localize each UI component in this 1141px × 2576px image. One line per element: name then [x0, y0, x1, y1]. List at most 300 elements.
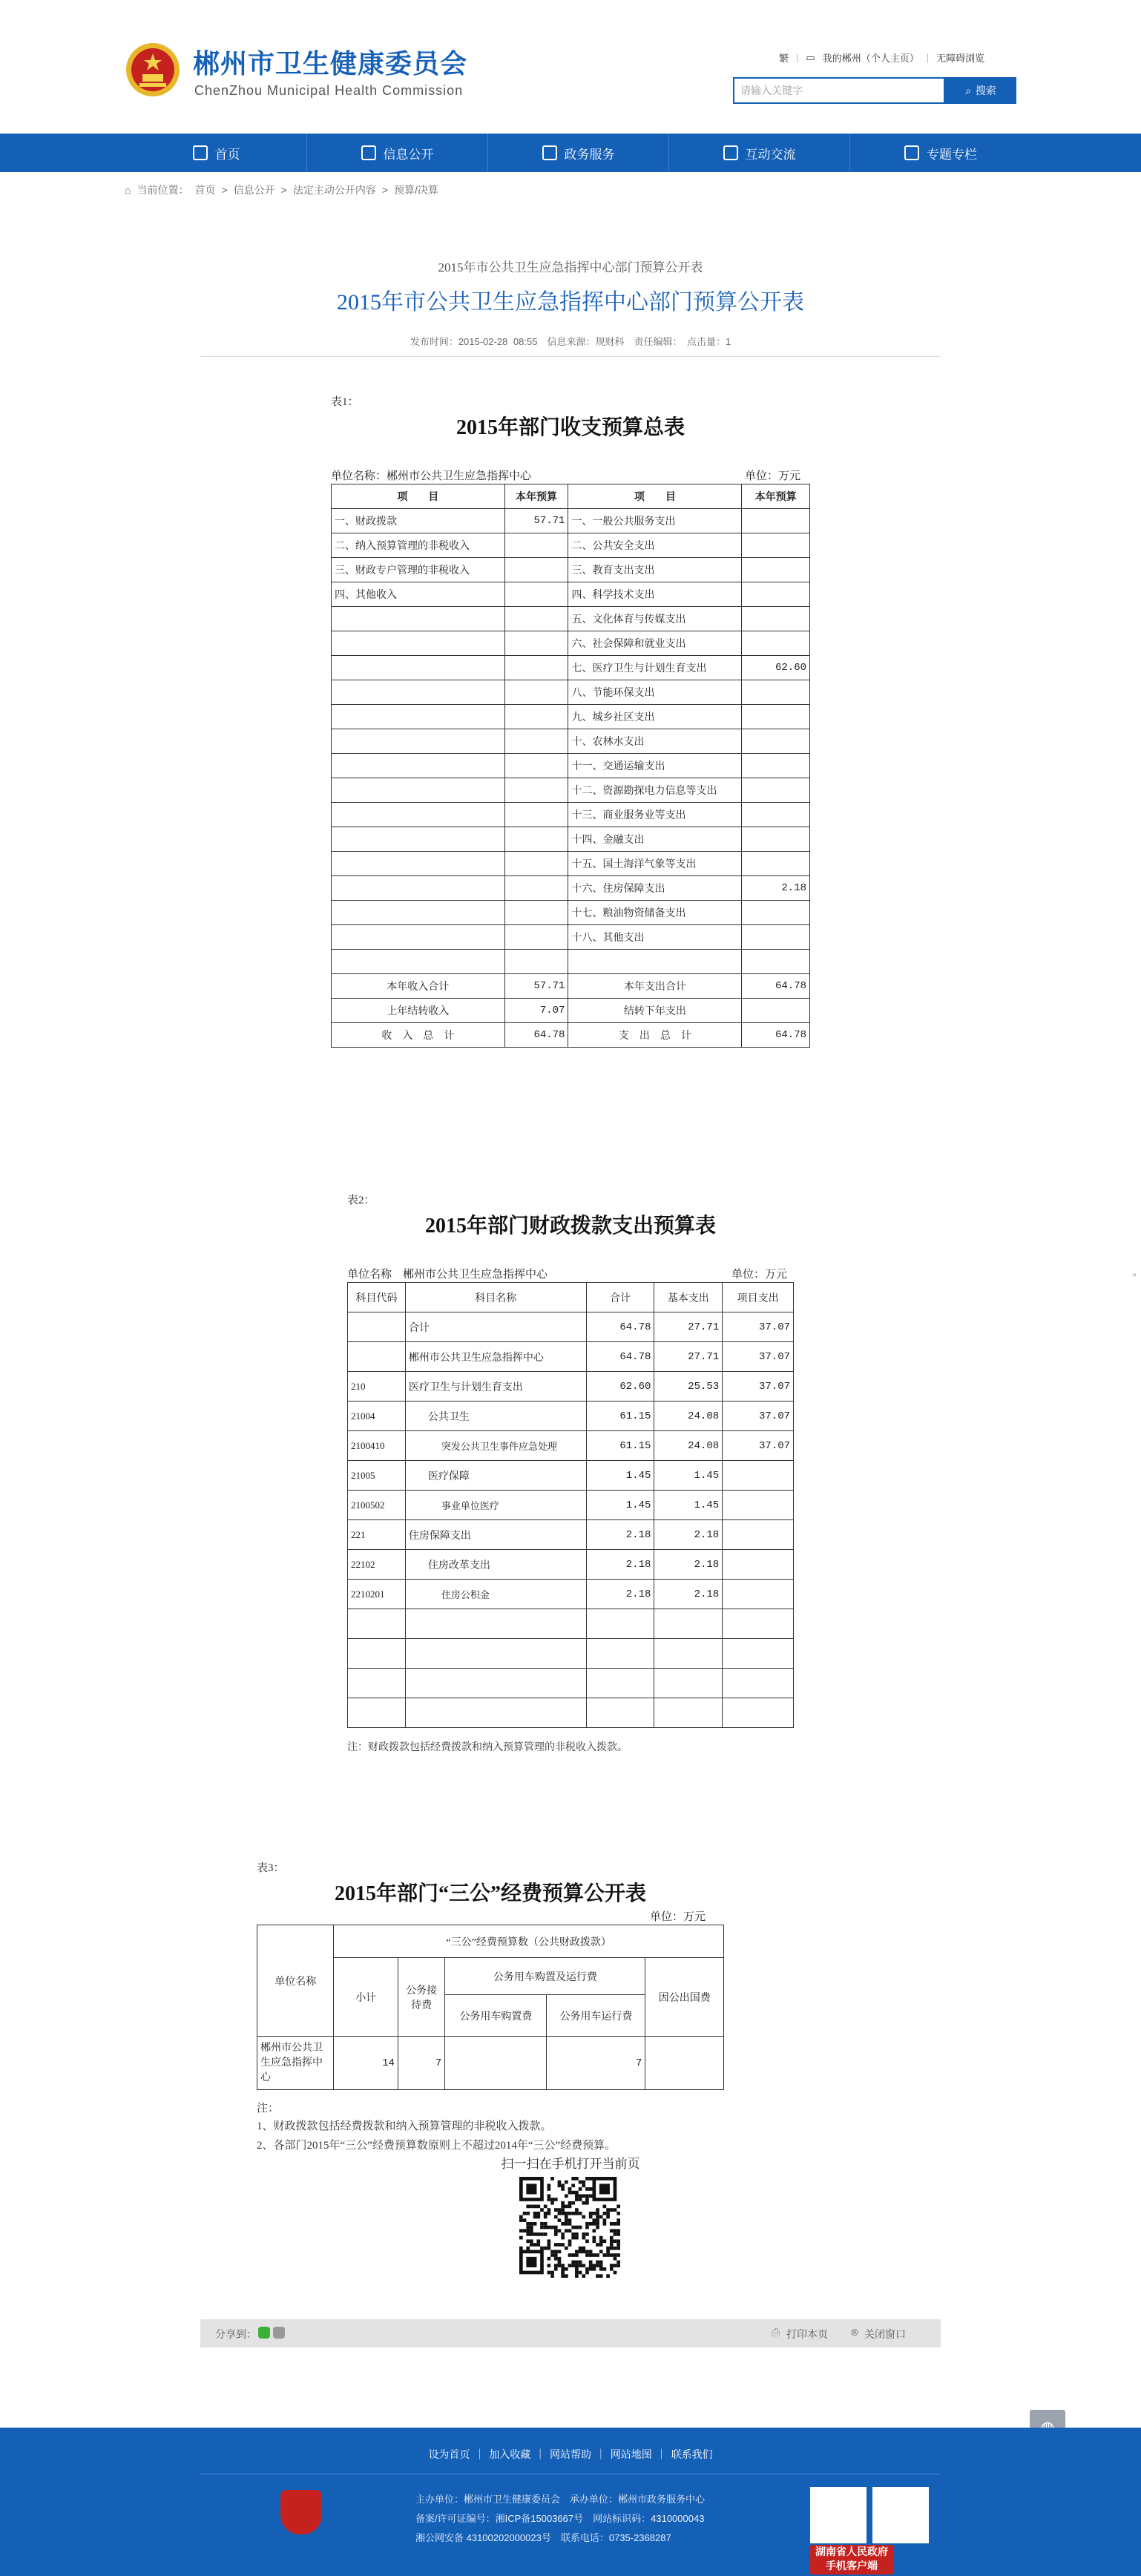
- table-cell: 62.60: [742, 656, 810, 680]
- table-row: [348, 1372, 794, 1402]
- table-cell: 六、社会保障和就业支出: [568, 631, 742, 656]
- table-cell: [332, 631, 505, 656]
- unit-name-cell: 郴州市公共卫生应急指挥中心: [257, 2037, 334, 2090]
- code-cell: 2100410: [348, 1431, 406, 1461]
- footer-qr-code-icon: [872, 2487, 929, 2543]
- table-cell: [504, 901, 568, 925]
- three-public-header: “三公”经费预算数（公共财政拨款）: [334, 1925, 724, 1958]
- value-cell: 1.45: [654, 1461, 723, 1491]
- table-cell: 十五、国土海洋气象等支出: [568, 852, 742, 876]
- table-row: [332, 656, 810, 680]
- value-cell: [586, 1698, 654, 1728]
- chat-icon: [723, 145, 738, 160]
- table-row: [332, 827, 810, 852]
- code-cell: 21005: [348, 1461, 406, 1491]
- site-footer: [0, 2428, 1141, 2576]
- table-cell: [742, 607, 810, 631]
- flag-icon: [542, 145, 557, 160]
- table-cell: 本年收入合计: [332, 974, 505, 999]
- footer-link-homepage[interactable]: 设为首页: [428, 2448, 470, 2460]
- name-cell: 住房改革支出: [405, 1550, 586, 1580]
- site-subtitle: ChenZhou Municipal Health Commission: [194, 83, 464, 98]
- table-cell: 八、节能环保支出: [568, 680, 742, 705]
- close-icon: ⊗: [850, 2326, 859, 2338]
- table-cell: [504, 729, 568, 754]
- table-row: [348, 1402, 794, 1431]
- gov-badge-line1: 湖南省人民政府: [815, 2546, 888, 2557]
- table-row: [332, 901, 810, 925]
- table-cell: 十六、住房保障支出: [568, 876, 742, 901]
- value-cell: [723, 1580, 794, 1609]
- traditional-chinese-link[interactable]: 繁: [779, 53, 789, 64]
- table-cell: 二、纳入预算管理的非税收入: [332, 533, 505, 558]
- share-bar: [200, 2319, 941, 2347]
- table-cell: [742, 803, 810, 827]
- table-cell: 上年结转收入: [332, 999, 505, 1023]
- table-cell: [332, 852, 505, 876]
- qzone-share-icon[interactable]: [273, 2327, 285, 2339]
- separator: |: [796, 52, 799, 63]
- article-meta: 发布时间：2015-02-28 08:55 信息来源：规财科 责任编辑： 点击量：1: [410, 336, 731, 347]
- table-cell: 57.71: [504, 974, 568, 999]
- separator: |: [926, 52, 930, 63]
- site-header: [0, 0, 1141, 134]
- table-cell: 十三、商业服务业等支出: [568, 803, 742, 827]
- reception-cell: 7: [398, 2037, 444, 2090]
- table-cell: 九、城乡社区支出: [568, 705, 742, 729]
- value-cell: 61.15: [586, 1431, 654, 1461]
- value-cell: [723, 1609, 794, 1639]
- top-links: [779, 50, 984, 65]
- table-cell: 64.78: [504, 1023, 568, 1048]
- code-cell: [348, 1669, 406, 1698]
- breadcrumb-item-info[interactable]: 信息公开: [233, 184, 275, 196]
- my-chenzhou-link[interactable]: 我的郴州（个人主页）: [822, 53, 919, 64]
- code-cell: 221: [348, 1520, 406, 1550]
- table-cell: [742, 705, 810, 729]
- table-cell: [504, 656, 568, 680]
- table3-note-title: 注：: [257, 2103, 280, 2115]
- table-row: [332, 631, 810, 656]
- table-row: [348, 1520, 794, 1550]
- hunan-gov-app-badge[interactable]: [810, 2545, 893, 2575]
- table-cell: [332, 680, 505, 705]
- value-cell: [586, 1669, 654, 1698]
- name-cell: [405, 1609, 586, 1639]
- table-cell: [332, 607, 505, 631]
- value-cell: 37.07: [723, 1402, 794, 1431]
- table-cell: [332, 729, 505, 754]
- nav-special-topics[interactable]: [850, 134, 1031, 172]
- table-cell: 64.78: [742, 1023, 810, 1048]
- table-cell: [332, 778, 505, 803]
- value-cell: [654, 1698, 723, 1728]
- table-cell: [332, 827, 505, 852]
- value-cell: 2.18: [586, 1550, 654, 1580]
- table-row: [348, 1431, 794, 1461]
- monitor-icon: ▭: [806, 51, 815, 63]
- code-cell: [348, 1609, 406, 1639]
- table-row: [332, 582, 810, 607]
- table3-caption: 表3：: [257, 1862, 285, 1874]
- header-cell: 项 目: [568, 484, 742, 509]
- total-row: [332, 974, 810, 999]
- code-cell: [348, 1639, 406, 1669]
- value-cell: 24.08: [654, 1431, 723, 1461]
- table-cell: [742, 680, 810, 705]
- value-cell: [723, 1639, 794, 1669]
- print-link[interactable]: 打印本页: [786, 2328, 828, 2340]
- table-row: [348, 1609, 794, 1639]
- table-cell: [504, 876, 568, 901]
- table-cell: 七、医疗卫生与计划生育支出: [568, 656, 742, 680]
- value-cell: [586, 1639, 654, 1669]
- nav-label: 专题专栏: [927, 147, 977, 162]
- abroad-cell: [645, 2037, 724, 2090]
- table1-caption: 表1：: [331, 396, 359, 408]
- nav-label: 政务服务: [564, 147, 615, 162]
- value-cell: [723, 1550, 794, 1580]
- article-subtitle: 2015年市公共卫生应急指挥中心部门预算公开表: [438, 260, 703, 275]
- table-row: [332, 803, 810, 827]
- table-cell: [742, 754, 810, 778]
- footer-link-sitemap[interactable]: 网站地图: [610, 2448, 652, 2460]
- table-row: [332, 607, 810, 631]
- code-cell: [348, 1698, 406, 1728]
- table-cell: [742, 852, 810, 876]
- value-cell: [723, 1461, 794, 1491]
- table3-note-2: 2、各部门2015年“三公”经费预算数原则上不超过2014年“三公”经费预算。: [257, 2140, 616, 2152]
- table-row: [332, 950, 810, 974]
- breadcrumb-separator: >: [280, 184, 287, 196]
- table-cell: [504, 680, 568, 705]
- value-cell: 25.53: [654, 1372, 723, 1402]
- table-row: [348, 1580, 794, 1609]
- table-row: [348, 1639, 794, 1669]
- main-nav: [0, 134, 1141, 172]
- home-icon: [193, 145, 208, 160]
- table-row: [348, 1550, 794, 1580]
- table-cell: [332, 705, 505, 729]
- search-button[interactable]: [945, 77, 1016, 104]
- table-cell: [504, 607, 568, 631]
- table-cell: [742, 631, 810, 656]
- footer-link-help[interactable]: 网站帮助: [550, 2448, 591, 2460]
- table-cell: 结转下年支出: [568, 999, 742, 1023]
- vehicle-group-header: 公务用车购置及运行费: [445, 1958, 645, 1995]
- nav-government-services[interactable]: [488, 134, 669, 172]
- name-cell: 突发公共卫生事件应急处理: [405, 1431, 586, 1461]
- table-cell: [332, 656, 505, 680]
- table-cell: [504, 852, 568, 876]
- table-row: [332, 876, 810, 901]
- table-cell: [504, 827, 568, 852]
- wechat-share-icon[interactable]: [258, 2327, 270, 2339]
- table-cell: 本年支出合计: [568, 974, 742, 999]
- nav-label: 互动交流: [745, 147, 796, 162]
- accessibility-link[interactable]: 无障碍浏览: [936, 53, 985, 64]
- layers-icon: [904, 145, 919, 160]
- name-cell: 郴州市公共卫生应急指挥中心: [405, 1342, 586, 1372]
- abroad-header: 因公出国费: [645, 1958, 724, 2037]
- table-cell: 二、公共安全支出: [568, 533, 742, 558]
- value-cell: 1.45: [586, 1491, 654, 1520]
- table2-title: 2015年部门财政拨款支出预算表: [424, 1215, 716, 1238]
- code-cell: [348, 1312, 406, 1342]
- budget-summary-table: [331, 484, 810, 1048]
- table-cell: 64.78: [742, 974, 810, 999]
- table-row: [332, 852, 810, 876]
- value-cell: 1.45: [654, 1491, 723, 1520]
- value-cell: 62.60: [586, 1372, 654, 1402]
- nav-info-disclosure[interactable]: [307, 134, 488, 172]
- total-row: [332, 999, 810, 1023]
- table-row: [332, 754, 810, 778]
- table-cell: [504, 582, 568, 607]
- table-row: [348, 1312, 794, 1342]
- value-cell: 27.71: [654, 1342, 723, 1372]
- table-cell: 支 出 总 计: [568, 1023, 742, 1048]
- table-row: [332, 558, 810, 582]
- table3-note-1: 1、财政拨款包括经费拨款和纳入预算管理的非税收入拨款。: [257, 2120, 552, 2132]
- breadcrumb: [125, 183, 438, 197]
- table-cell: [742, 925, 810, 950]
- code-cell: 2100502: [348, 1491, 406, 1520]
- document-icon: [361, 145, 376, 160]
- footer-qr-code-icon: [810, 2487, 867, 2543]
- header-cell: 科目代码: [348, 1283, 406, 1312]
- value-cell: [723, 1698, 794, 1728]
- header-cell: 本年预算: [742, 484, 810, 509]
- table-cell: [332, 950, 505, 974]
- table-row: [332, 533, 810, 558]
- table-row: [348, 1698, 794, 1728]
- name-cell: 住房公积金: [405, 1580, 586, 1609]
- table-row: [332, 778, 810, 803]
- vehicle-run-cell: 7: [547, 2037, 645, 2090]
- value-cell: 2.18: [654, 1550, 723, 1580]
- three-public-expenses-table: [257, 1925, 724, 2090]
- subtotal-cell: 14: [334, 2037, 398, 2090]
- value-cell: [723, 1669, 794, 1698]
- table2-unit-name: 单位名称 郴州市公共卫生应急指挥中心: [347, 1269, 548, 1281]
- value-cell: 37.07: [723, 1342, 794, 1372]
- name-cell: 医疗保障: [405, 1461, 586, 1491]
- table-cell: 三、教育支出支出: [568, 558, 742, 582]
- close-window-link[interactable]: 关闭窗口: [864, 2328, 906, 2340]
- fiscal-expenditure-table: [347, 1282, 794, 1728]
- table-cell: [742, 533, 810, 558]
- table1-title: 2015年部门收支预算总表: [456, 416, 685, 439]
- name-cell: 医疗卫生与计划生育支出: [405, 1372, 586, 1402]
- nav-label: 首页: [214, 147, 240, 162]
- table-cell: 十八、其他支出: [568, 925, 742, 950]
- header-cell: 项目支出: [723, 1283, 794, 1312]
- vehicle-buy-cell: [445, 2037, 547, 2090]
- breadcrumb-item-home[interactable]: 首页: [194, 184, 216, 196]
- table3-title: 2015年部门“三公”经费预算公开表: [334, 1882, 646, 1905]
- table-cell: 四、科学技术支出: [568, 582, 742, 607]
- value-cell: 24.08: [654, 1402, 723, 1431]
- header-cell: 本年预算: [504, 484, 568, 509]
- table-cell: [332, 901, 505, 925]
- footer-host: 主办单位：郴州市卫生健康委员会 承办单位：郴州市政务服务中心: [415, 2494, 706, 2505]
- value-cell: [654, 1669, 723, 1698]
- table-row: [332, 925, 810, 950]
- header-cell: 合计: [586, 1283, 654, 1312]
- name-cell: 公共卫生: [405, 1402, 586, 1431]
- header-cell: 项 目: [332, 484, 505, 509]
- table-cell: [742, 950, 810, 974]
- breadcrumb-item-budget[interactable]: 预算/决算: [394, 184, 438, 196]
- nav-label: 信息公开: [383, 147, 434, 162]
- table2-unit: 单位：万元: [731, 1269, 788, 1281]
- value-cell: 37.07: [723, 1312, 794, 1342]
- table-cell: [332, 803, 505, 827]
- nav-home[interactable]: [126, 134, 307, 172]
- code-cell: 2210201: [348, 1580, 406, 1609]
- national-emblem-icon: [125, 40, 181, 99]
- table-cell: [504, 950, 568, 974]
- share-label: 分享到：: [215, 2328, 257, 2340]
- table-cell: 57.71: [504, 509, 568, 533]
- table-cell: [504, 533, 568, 558]
- reception-header: 公务接待费: [398, 1958, 444, 2037]
- table-cell: [504, 925, 568, 950]
- table-cell: [332, 925, 505, 950]
- footer-link-favorite[interactable]: 加入收藏: [489, 2448, 531, 2460]
- value-cell: 2.18: [586, 1520, 654, 1550]
- search-input[interactable]: [733, 77, 945, 104]
- unit-name-header: 单位名称: [257, 1925, 334, 2037]
- value-cell: 37.07: [723, 1431, 794, 1461]
- breadcrumb-item-legal[interactable]: 法定主动公开内容: [292, 184, 376, 196]
- table-cell: 五、文化体育与传媒支出: [568, 607, 742, 631]
- table-row: [348, 1669, 794, 1698]
- party-seal-icon[interactable]: [280, 2490, 322, 2534]
- table-cell: 7.07: [504, 999, 568, 1023]
- table1-unit-name: 单位名称：郴州市公共卫生应急指挥中心: [331, 470, 532, 482]
- table-cell: [742, 901, 810, 925]
- table-cell: [332, 876, 505, 901]
- table-cell: [742, 778, 810, 803]
- table-cell: [504, 705, 568, 729]
- table-cell: [504, 803, 568, 827]
- value-cell: [654, 1609, 723, 1639]
- search-button-label: 搜索: [975, 85, 996, 96]
- home-icon: ⌂: [125, 184, 131, 196]
- value-cell: [723, 1491, 794, 1520]
- table-cell: [504, 778, 568, 803]
- search-icon: ⌕: [965, 84, 971, 96]
- table-row: [348, 1342, 794, 1372]
- code-cell: 210: [348, 1372, 406, 1402]
- table-cell: 十四、金融支出: [568, 827, 742, 852]
- code-cell: 22102: [348, 1550, 406, 1580]
- value-cell: [723, 1520, 794, 1550]
- qr-code-icon: [519, 2177, 620, 2278]
- name-cell: 合计: [405, 1312, 586, 1342]
- footer-links: 设为首页 ｜ 加入收藏 ｜ 网站帮助 ｜ 网站地图 ｜ 联系我们: [428, 2448, 713, 2460]
- table-row: [332, 509, 810, 533]
- value-cell: 64.78: [586, 1342, 654, 1372]
- table-cell: 十七、粮油物资储备支出: [568, 901, 742, 925]
- value-cell: 61.15: [586, 1402, 654, 1431]
- name-cell: [405, 1698, 586, 1728]
- table-cell: 三、财政专户管理的非税收入: [332, 558, 505, 582]
- vehicle-run-header: 公务用车运行费: [547, 1995, 645, 2037]
- table-cell: 十、农林水支出: [568, 729, 742, 754]
- table-cell: 十一、交通运输支出: [568, 754, 742, 778]
- footer-link-contact[interactable]: 联系我们: [671, 2448, 713, 2460]
- value-cell: 37.07: [723, 1372, 794, 1402]
- table-cell: [742, 582, 810, 607]
- value-cell: [654, 1639, 723, 1669]
- table-cell: [504, 558, 568, 582]
- value-cell: 2.18: [654, 1520, 723, 1550]
- table-row: [332, 705, 810, 729]
- table-cell: 十二、资源勘探电力信息等支出: [568, 778, 742, 803]
- table-cell: 2.18: [742, 876, 810, 901]
- code-cell: 21004: [348, 1402, 406, 1431]
- name-cell: 事业单位医疗: [405, 1491, 586, 1520]
- breadcrumb-separator: >: [381, 184, 389, 196]
- table1-unit: 单位：万元: [745, 470, 801, 482]
- value-cell: 2.18: [654, 1580, 723, 1609]
- table-header-row: [348, 1283, 794, 1312]
- table-cell: [504, 754, 568, 778]
- footer-icp: 备案/许可证编号：湘ICP备15003667号 网站标识码：4310000043: [415, 2513, 705, 2524]
- search-placeholder: 请输入关键字: [740, 85, 803, 96]
- qr-label: 扫一扫在手机打开当前页: [501, 2157, 640, 2171]
- table-cell: [742, 509, 810, 533]
- value-cell: [586, 1609, 654, 1639]
- table-cell: [504, 631, 568, 656]
- site-title[interactable]: 郴州市卫生健康委员会: [193, 48, 468, 79]
- value-cell: 2.18: [586, 1580, 654, 1609]
- table-cell: [742, 827, 810, 852]
- value-cell: 27.71: [654, 1312, 723, 1342]
- scrollbar-handle[interactable]: «: [1132, 1269, 1137, 1279]
- header-cell: 科目名称: [405, 1283, 586, 1312]
- article-title: 2015年市公共卫生应急指挥中心部门预算公开表: [337, 290, 804, 315]
- nav-interaction[interactable]: [669, 134, 850, 172]
- gov-badge-line2: 手机客户端: [826, 2560, 878, 2572]
- value-cell: 64.78: [586, 1312, 654, 1342]
- table-row: [332, 729, 810, 754]
- table-row: [348, 1461, 794, 1491]
- table2-caption: 表2：: [347, 1195, 375, 1206]
- value-cell: 1.45: [586, 1461, 654, 1491]
- table3-unit: 单位：万元: [650, 1911, 706, 1923]
- total-row: [332, 1023, 810, 1048]
- subtotal-header: 小计: [334, 1958, 398, 2037]
- footer-police: 湘公网安备 43100202000023号 联系电话：0735-2368287: [415, 2532, 671, 2543]
- table-row: [348, 1491, 794, 1520]
- breadcrumb-prefix: 当前位置：: [137, 184, 189, 196]
- table-cell: [742, 999, 810, 1023]
- table-cell: [332, 754, 505, 778]
- table-cell: [742, 558, 810, 582]
- table2-note: 注：财政拨款包括经费拨款和纳入预算管理的非税收入拨款。: [347, 1742, 628, 1753]
- divider: [200, 356, 941, 357]
- name-cell: [405, 1639, 586, 1669]
- table-cell: 四、其他收入: [332, 582, 505, 607]
- breadcrumb-separator: >: [221, 184, 228, 196]
- table-cell: [742, 729, 810, 754]
- table-row: [332, 680, 810, 705]
- table-cell: 一、财政拨款: [332, 509, 505, 533]
